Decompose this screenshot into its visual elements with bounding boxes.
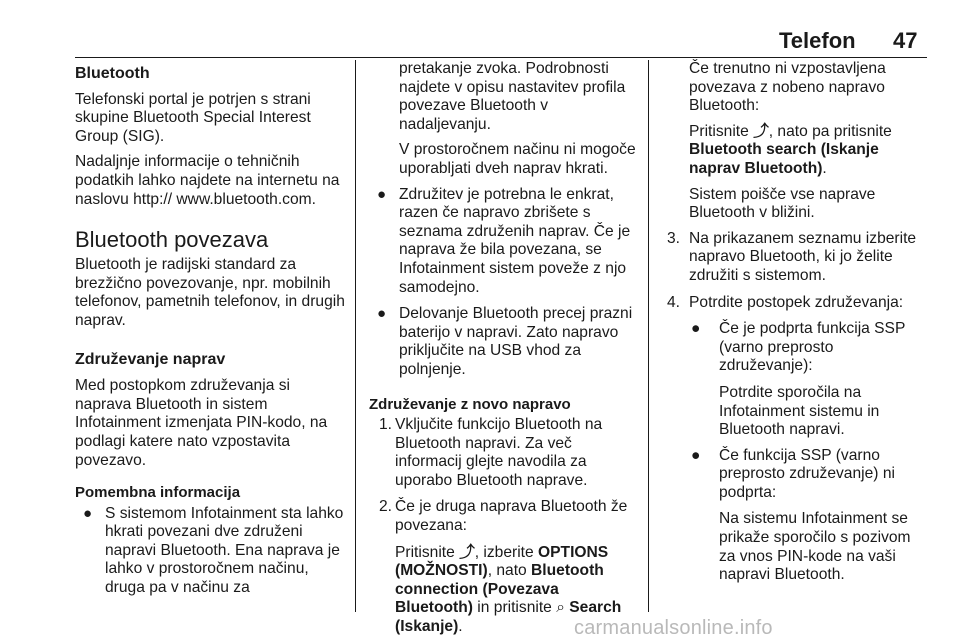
column-2 bbox=[369, 60, 637, 644]
bullet-continuation: pretakanje zvoka. Podrobnosti najdete v opisu nastavitev profila povezave Bluetooth v nadaljevanju. bbox=[399, 60, 626, 133]
heading-important-info: Pomembna informacija bbox=[75, 484, 241, 502]
options-label: OPTIONS (MOŽNOSTI) bbox=[395, 543, 609, 580]
column-3 bbox=[667, 60, 929, 592]
bluetooth-search-label: Bluetooth search (Iskanje naprav Bluetooth) bbox=[689, 141, 879, 177]
list-item bbox=[369, 305, 637, 379]
header-rule bbox=[75, 57, 927, 58]
step-text: Potrdite postopek združevanja: bbox=[689, 293, 904, 311]
bullet-text: Če je podprta funkcija SSP (varno preprosto združevanje): bbox=[719, 320, 906, 375]
header-title: Telefon bbox=[779, 28, 856, 53]
sub-instruction: Na sistemu Infotainment se prikaže sporočilo s pozivom za vnos PIN-kode na vaši napravi Bluetooth. bbox=[719, 510, 911, 584]
list-item bbox=[369, 186, 637, 298]
heading-pair-new-device: Združevanje z novo napravo bbox=[369, 395, 571, 413]
column-divider-1 bbox=[355, 60, 356, 612]
search-result-text: Sistem poišče vse naprave Bluetooth v bližini. bbox=[689, 185, 876, 222]
step-1 bbox=[369, 416, 637, 490]
bullet-icon: ● bbox=[691, 446, 701, 464]
bullet-continuation-2: V prostoročnem načinu ni mogoče uporabljati dveh naprav hkrati. bbox=[399, 141, 636, 177]
step-number: 2. bbox=[379, 498, 393, 516]
column-divider-2 bbox=[648, 60, 649, 612]
step-2-instruction: Pritisnite ⤴︎, izberite OPTIONS (MOŽNOSTI), nato Bluetooth connection (Povezava Bluetooth) in pritisnite ⌕ Search (Iskanje). bbox=[395, 543, 622, 636]
step-4 bbox=[667, 294, 929, 313]
bullet-icon: ● bbox=[83, 504, 93, 522]
step-text: Če je druga naprava Bluetooth že povezana: bbox=[395, 498, 628, 535]
step-continuation: Če trenutno ni vzpostavljena povezava z nobeno napravo Bluetooth: bbox=[689, 60, 886, 115]
page-number: 47 bbox=[893, 28, 918, 53]
step-text: Na prikazanem seznamu izberite napravo Bluetooth, ki jo želite združiti s sistemom. bbox=[689, 229, 917, 284]
phone-icon: ⤴︎ bbox=[753, 122, 769, 140]
bullet-icon: ● bbox=[691, 320, 701, 338]
heading-pairing: Združevanje naprav bbox=[75, 350, 226, 368]
watermark: carmanualsonline.info bbox=[574, 617, 773, 639]
paragraph-sig: Telefonski portal je potrjen s strani skupine Bluetooth Special Interest Group (SIG). bbox=[75, 90, 311, 145]
column-1 bbox=[75, 60, 347, 606]
paragraph-pin-exchange: Med postopkom združevanja si naprava Bluetooth in sistem Infotainment izmenjata PIN-kodo, na podlagi katere nato vzpostavita povezavo. bbox=[75, 377, 328, 469]
bluetooth-connection-label: Bluetooth connection (Povezava Bluetooth) bbox=[395, 562, 604, 617]
phone-icon: ⤴︎ bbox=[459, 543, 475, 561]
paragraph-radio-standard: Bluetooth je radijski standard za brezžično povezovanje, npr. mobilnih telefonov, pametnih telefonov, in drugih naprav. bbox=[75, 256, 345, 329]
bullet-icon: ● bbox=[377, 305, 387, 323]
bullet-icon: ● bbox=[377, 185, 387, 203]
list-item bbox=[667, 320, 929, 376]
bullet-text: Če funkcija SSP (varno preprosto združevanje) ni podprta: bbox=[719, 446, 895, 501]
search-label: Search (Iskanje) bbox=[395, 599, 622, 636]
step-2 bbox=[369, 498, 637, 535]
step-number: 1. bbox=[379, 416, 393, 434]
paragraph-more-info: Nadaljnje informacije o tehničnih podatkih lahko najdete na internetu na naslovu http:// www.bluetooth.com. bbox=[75, 153, 340, 208]
bullet-text: S sistemom Infotainment sta lahko hkrati povezani dve združeni napravi Bluetooth. Ena naprava je lahko v prostoročnem načinu, druga pa v načinu za bbox=[105, 504, 344, 597]
press-instruction: Pritisnite ⤴︎, nato pa pritisnite Bluetooth search (Iskanje naprav Bluetooth). bbox=[689, 122, 892, 177]
list-item bbox=[75, 505, 347, 598]
list-item bbox=[667, 447, 929, 503]
step-number: 4. bbox=[667, 293, 681, 311]
step-text: Vključite funkcijo Bluetooth na Bluetooth napravi. Za več informacij glejte navodila za uporabo Bluetooth naprave. bbox=[395, 416, 603, 489]
bullet-text: Združitev je potrebna le enkrat, razen če napravo zbrišete s seznama združenih naprav. Če je naprava že bila povezana, se Infotainment sistem poveže z njo samodejno. bbox=[399, 185, 631, 296]
heading-bluetooth-connection: Bluetooth povezava bbox=[75, 227, 269, 253]
search-icon: ⌕ bbox=[556, 599, 565, 617]
sub-instruction: Potrdite sporočila na Infotainment sistemu in Bluetooth napravi. bbox=[719, 383, 880, 439]
step-number: 3. bbox=[667, 229, 681, 247]
bullet-text: Delovanje Bluetooth precej prazni baterijo v napravi. Zato napravo priključite na USB vhod za polnjenje. bbox=[399, 305, 633, 378]
step-3 bbox=[667, 230, 929, 286]
heading-bluetooth: Bluetooth bbox=[75, 65, 150, 82]
